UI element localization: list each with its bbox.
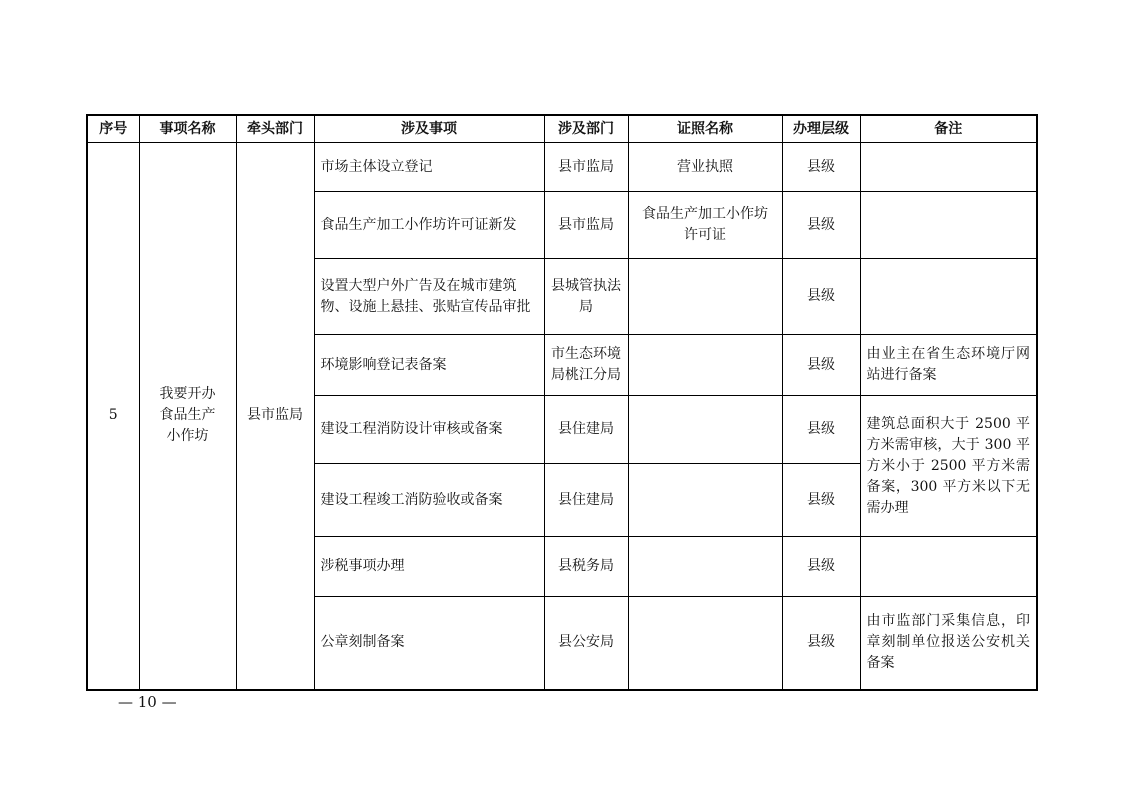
level-cell: 县级 [782, 396, 860, 464]
license-cell: 食品生产加工小作坊许可证 [628, 192, 782, 259]
header-license: 证照名称 [628, 115, 782, 143]
header-lead-dept: 牵头部门 [236, 115, 314, 143]
seq-cell: 5 [87, 143, 139, 690]
license-cell [628, 396, 782, 464]
dept-cell: 县税务局 [544, 537, 628, 597]
dept-cell: 市生态环境局桃江分局 [544, 335, 628, 396]
note-cell: 建筑总面积大于 2500 平方米需审核，大于 300 平方米小于 2500 平方米需备案，300 平方米以下无需办理 [860, 396, 1037, 537]
matter-cell: 市场主体设立登记 [314, 143, 544, 192]
dept-cell: 县公安局 [544, 597, 628, 690]
matter-cell: 公章刻制备案 [314, 597, 544, 690]
table-header-row [87, 115, 1037, 143]
dept-cell: 县市监局 [544, 192, 628, 259]
matter-cell: 环境影响登记表备案 [314, 335, 544, 396]
dept-cell: 县住建局 [544, 396, 628, 464]
license-cell [628, 259, 782, 335]
matter-cell: 建设工程消防设计审核或备案 [314, 396, 544, 464]
level-cell: 县级 [782, 537, 860, 597]
note-cell: 由业主在省生态环境厅网站进行备案 [860, 335, 1037, 396]
header-matter: 涉及事项 [314, 115, 544, 143]
header-item-name: 事项名称 [139, 115, 236, 143]
level-cell: 县级 [782, 143, 860, 192]
header-note: 备注 [860, 115, 1037, 143]
level-cell: 县级 [782, 597, 860, 690]
license-cell: 营业执照 [628, 143, 782, 192]
matter-cell: 设置大型户外广告及在城市建筑物、设施上悬挂、张贴宣传品审批 [314, 259, 544, 335]
lead-dept-cell: 县市监局 [236, 143, 314, 690]
header-level: 办理层级 [782, 115, 860, 143]
page-number: — 10 — [118, 693, 177, 711]
note-cell [860, 143, 1037, 192]
item-name-cell: 我要开办食品生产小作坊 [139, 143, 236, 690]
header-seq: 序号 [87, 115, 139, 143]
matter-cell: 食品生产加工小作坊许可证新发 [314, 192, 544, 259]
level-cell: 县级 [782, 192, 860, 259]
level-cell: 县级 [782, 335, 860, 396]
note-cell [860, 192, 1037, 259]
dept-cell: 县住建局 [544, 464, 628, 537]
matter-cell: 建设工程竣工消防验收或备案 [314, 464, 544, 537]
dept-cell: 县城管执法局 [544, 259, 628, 335]
dept-cell: 县市监局 [544, 143, 628, 192]
license-cell [628, 464, 782, 537]
note-cell: 由市监部门采集信息，印章刻制单位报送公安机关备案 [860, 597, 1037, 690]
matters-table [86, 114, 1038, 691]
license-cell [628, 537, 782, 597]
level-cell: 县级 [782, 259, 860, 335]
header-dept: 涉及部门 [544, 115, 628, 143]
note-cell [860, 537, 1037, 597]
level-cell: 县级 [782, 464, 860, 537]
license-cell [628, 597, 782, 690]
table-row [87, 143, 1037, 192]
matter-cell: 涉税事项办理 [314, 537, 544, 597]
note-cell [860, 259, 1037, 335]
license-cell [628, 335, 782, 396]
